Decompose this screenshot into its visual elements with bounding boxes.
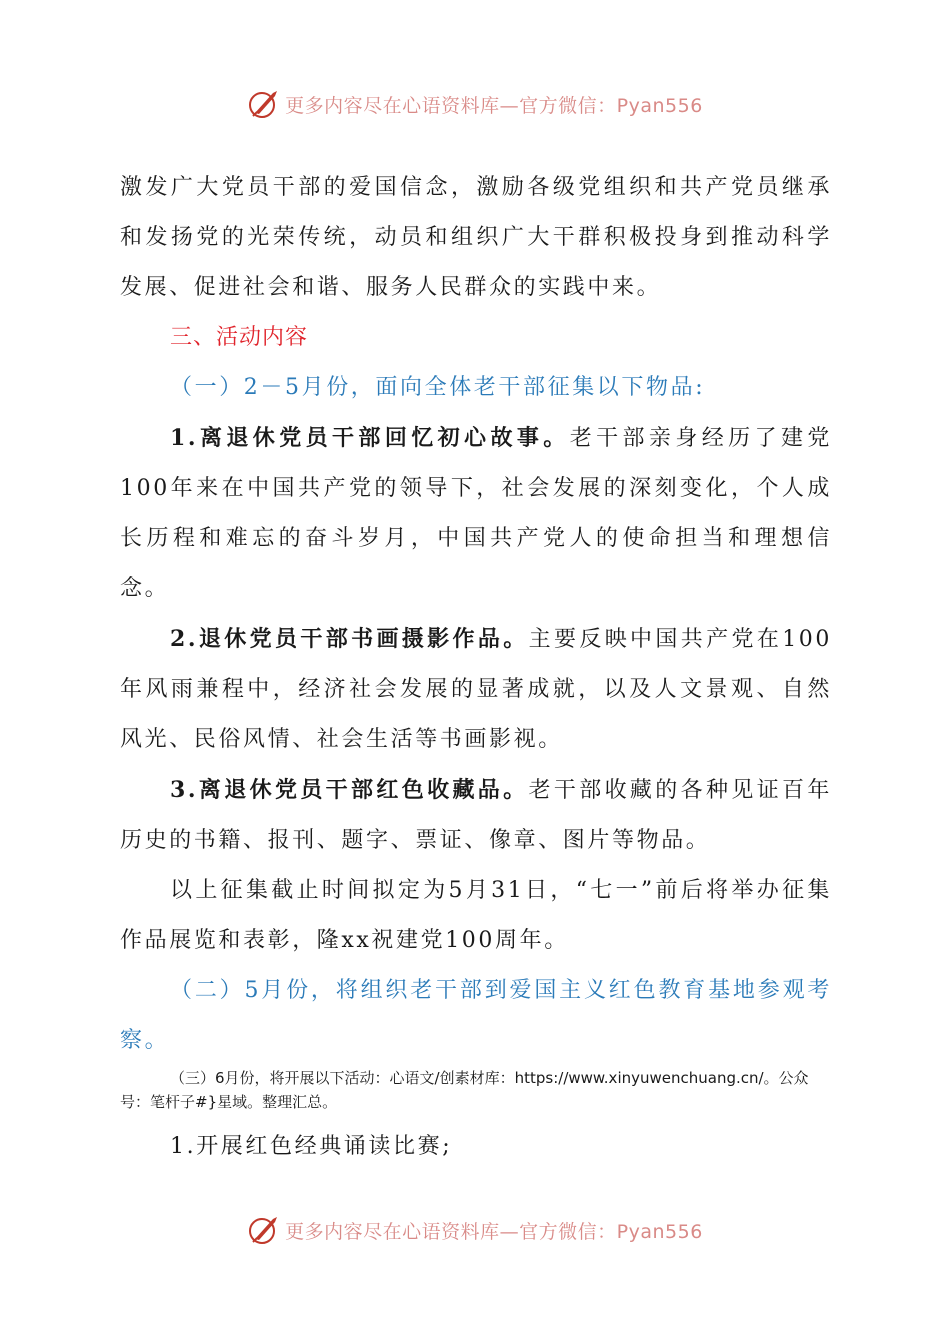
header-banner bbox=[0, 84, 950, 124]
item-1 bbox=[120, 413, 832, 614]
item-1-body: 老干部亲身经历了建党100年来在中国共产党的领导下，社会发展的深刻变化，个人成长历程和难忘的奋斗岁月，中国共产党人的使命担当和理想信念。 bbox=[120, 426, 832, 601]
item-3 bbox=[120, 765, 832, 866]
section-heading-activities: 三、活动内容 bbox=[170, 325, 309, 350]
item-2-body: 主要反映中国共产党在100年风雨兼程中，经济社会发展的显著成就，以及人文景观、自然风光、民俗风情、社会生活等书画影视。 bbox=[120, 627, 832, 752]
subheading-visit: （二）5月份，将组织老干部到爱国主义红色教育基地参观考察。 bbox=[120, 978, 832, 1053]
item-1-title: 1.离退休党员干部回忆初心故事。 bbox=[170, 425, 570, 451]
subheading-june-small: （三）6月份，将开展以下活动：心语文/创素材库：https://www.xinyuwenchuang.cn/。公众号：笔杆子#}星域。整理汇总。 bbox=[120, 1069, 809, 1111]
document-body bbox=[120, 163, 832, 1172]
paragraph-deadline: 以上征集截止时间拟定为5月31日，“七一”前后将举办征集作品展览和表彰，隆xx祝建党100周年。 bbox=[120, 878, 832, 953]
item-2 bbox=[120, 614, 832, 765]
banner-text: 更多内容尽在心语资料库—官方微信：Pyan556 bbox=[285, 1220, 703, 1243]
activity-1: 1.开展红色经典诵读比赛; bbox=[170, 1134, 453, 1159]
subheading-collection: （一）2－5月份，面向全体老干部征集以下物品: bbox=[170, 375, 706, 400]
quill-pen-logo-icon bbox=[247, 87, 281, 121]
footer-banner bbox=[0, 1210, 950, 1250]
quill-pen-logo-icon bbox=[247, 1213, 281, 1247]
item-3-title: 3.离退休党员干部红色收藏品。 bbox=[170, 777, 529, 803]
paragraph-intro: 激发广大党员干部的爱国信念，激励各级党组织和共产党员继承和发扬党的光荣传统，动员和组织广大干群积极投身到推动科学发展、促进社会和谐、服务人民群众的实践中来。 bbox=[120, 175, 832, 300]
item-2-title: 2.退休党员干部书画摄影作品。 bbox=[170, 626, 529, 652]
item-3-body: 老干部收藏的各种见证百年历史的书籍、报刊、题字、票证、像章、图片等物品。 bbox=[120, 778, 833, 853]
banner-text: 更多内容尽在心语资料库—官方微信：Pyan556 bbox=[285, 94, 703, 117]
